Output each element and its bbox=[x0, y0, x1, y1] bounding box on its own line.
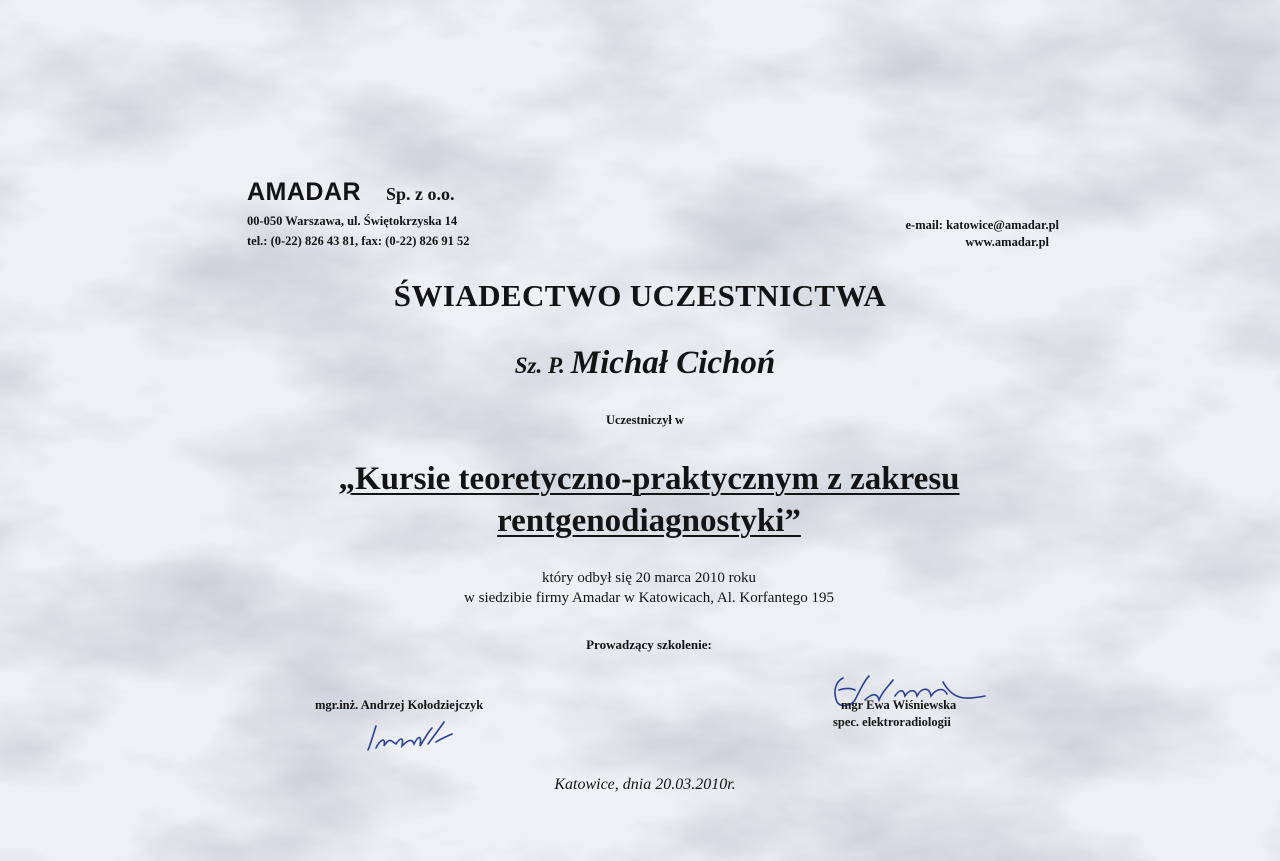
recipient-name: Michał Cichoń bbox=[570, 345, 776, 381]
event-location-line: w siedzibie firmy Amadar w Katowicach, Al. Korfantego 195 bbox=[464, 590, 834, 606]
event-date-line: który odbył się 20 marca 2010 roku bbox=[541, 570, 757, 586]
company-email: e-mail: katowice@amadar.pl bbox=[905, 218, 1059, 232]
place-and-date: Katowice, dnia 20.03.2010r. bbox=[554, 776, 736, 793]
recipient-prefix: Sz. P. bbox=[514, 353, 565, 378]
signature-1 bbox=[362, 718, 457, 758]
trainers-label: Prowadzący szkolenie: bbox=[586, 637, 712, 652]
recipient bbox=[0, 345, 1280, 382]
course-title bbox=[0, 458, 1280, 542]
company-address: 00-050 Warszawa, ul. Świętokrzyska 14 bbox=[247, 214, 458, 228]
trainer-1-name: mgr.inż. Andrzej Kołodziejczyk bbox=[315, 698, 484, 712]
participated-text: Uczestniczył w bbox=[605, 413, 685, 427]
company-legal-suffix: Sp. z o.o. bbox=[386, 184, 455, 204]
course-title-line-1: „Kursie teoretyczno-praktycznym z zakresu bbox=[338, 461, 960, 497]
trainer-2-title: spec. elektroradiologii bbox=[833, 715, 951, 729]
course-title-line-2: rentgenodiagnostyki” bbox=[497, 503, 801, 539]
company-website: www.amadar.pl bbox=[965, 235, 1049, 249]
certificate-title: ŚWIADECTWO UCZESTNICTWA bbox=[393, 278, 887, 313]
trainer-2-name: mgr Ewa Wiśniewska bbox=[841, 698, 957, 712]
company-phone-fax: tel.: (0-22) 826 43 81, fax: (0-22) 826 91 52 bbox=[247, 234, 470, 248]
company-name: AMADAR bbox=[247, 178, 362, 206]
event-details bbox=[0, 568, 1280, 608]
